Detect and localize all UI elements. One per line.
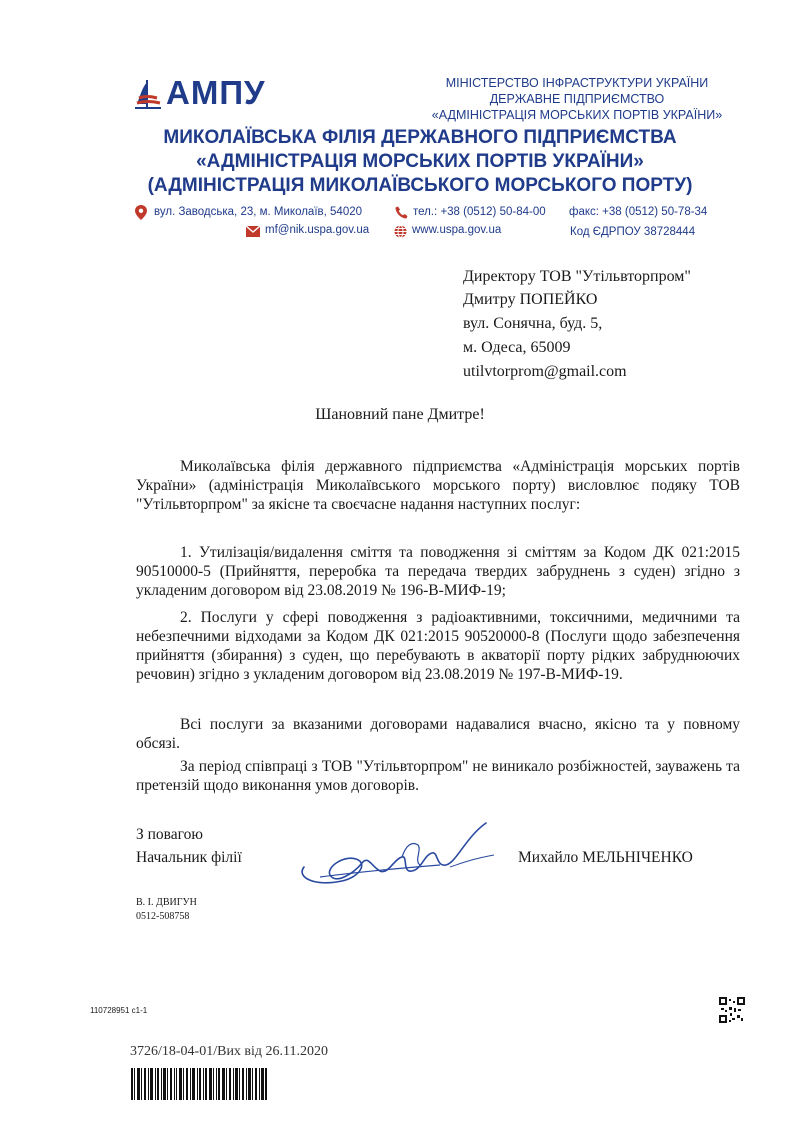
ampu-logo-icon [133,78,163,110]
qr-code-icon [719,997,745,1023]
recipient-line-4: м. Одеса, 65009 [463,339,571,356]
fax-text: факс: +38 (0512) 50-78-34 [569,206,708,218]
executor-name: В. І. ДВИГУН [136,897,197,908]
executor-phone: 0512-508758 [136,911,190,922]
recipient-line-3: вул. Сонячна, буд. 5, [463,315,603,332]
ministry-line-2: ДЕРЖАВНЕ ПІДПРИЄМСТВО [489,92,665,106]
ministry-line-1: МІНІСТЕРСТВО ІНФРАСТРУКТУРИ УКРАЇНИ [445,76,709,90]
service-item-2: 2. Послуги у сфері поводження з радіоактивними, токсичними, медичними та небезпечними відходами за Кодом ДК 021:2015 90520000-8 (Послуги щодо забезпечення прийняття (збирання) з суден, що перебувають в акваторії порту рідких забруднюючих речовин) згідно з укладеним договором від 23.08.2019 № 197-В-МИФ-19. [136,609,740,683]
document-code: 110728951 с1-1 [90,1006,148,1015]
handwritten-signature [290,815,510,895]
address-text: вул. Заводська, 23, м. Миколаїв, 54020 [154,206,363,218]
barcode-icon [131,1068,267,1100]
phone-icon [395,206,408,219]
email-icon [246,226,260,237]
email-text: mf@nik.uspa.gov.ua [265,224,370,236]
closing: З повагою [136,826,203,843]
globe-icon [394,225,407,238]
greeting: Шановний пане Дмитре! [315,406,485,423]
branch-title-line-3: (АДМІНІСТРАЦІЯ МИКОЛАЇВСЬКОГО МОРСЬКОГО ПОРТУ) [147,175,693,196]
recipient-email: utilvtorprom@gmail.com [463,363,627,380]
recipient-line-1: Директору ТОВ "Утільвторпром" [463,268,691,285]
ministry-line-3: «АДМІНІСТРАЦІЯ МОРСЬКИХ ПОРТІВ УКРАЇНИ» [431,108,723,122]
location-pin-icon [135,205,147,220]
branch-title-line-2: «АДМІНІСТРАЦІЯ МОРСЬКИХ ПОРТІВ УКРАЇНИ» [196,151,644,172]
paragraph-cooperation: За період співпраці з ТОВ "Утільвторпром" не виникало розбіжностей, зауважень та претензій щодо виконання умов договорів. [136,758,740,794]
branch-title-line-1: МИКОЛАЇВСЬКА ФІЛІЯ ДЕРЖАВНОГО ПІДПРИЄМСТВА [163,127,677,148]
logo-text: АМПУ [166,74,266,111]
registration-number: 3726/18-04-01/Вих від 26.11.2020 [130,1044,329,1059]
intro-paragraph: Миколаївська філія державного підприємства «Адміністрація морських портів України» (адміністрація Миколаївського морського порту) висловлює подяку ТОВ "Утільвторпром" за якісне та своєчасне надання наступних послуг: [136,458,740,513]
signer-name: Михайло МЕЛЬНІЧЕНКО [518,849,693,866]
paragraph-completion: Всі послуги за вказаними договорами надавалися вчасно, якісно та у повному обсязі. [136,716,740,752]
phone-text: тел.: +38 (0512) 50-84-00 [413,206,546,218]
service-item-1: 1. Утилізація/видалення сміття та поводження зі сміттям за Кодом ДК 021:2015 90510000-5 (Прийняття, переробка та передача твердих забруднень з суден) згідно з укладеним договором від 23.08.2019 № 196-В-МИФ-19; [136,544,740,599]
recipient-line-2: Дмитру ПОПЕЙКО [463,291,598,308]
edrpou-code: Код ЄДРПОУ 38728444 [570,226,696,238]
website-text: www.uspa.gov.ua [412,224,502,236]
signer-position: Начальник філії [136,849,242,866]
